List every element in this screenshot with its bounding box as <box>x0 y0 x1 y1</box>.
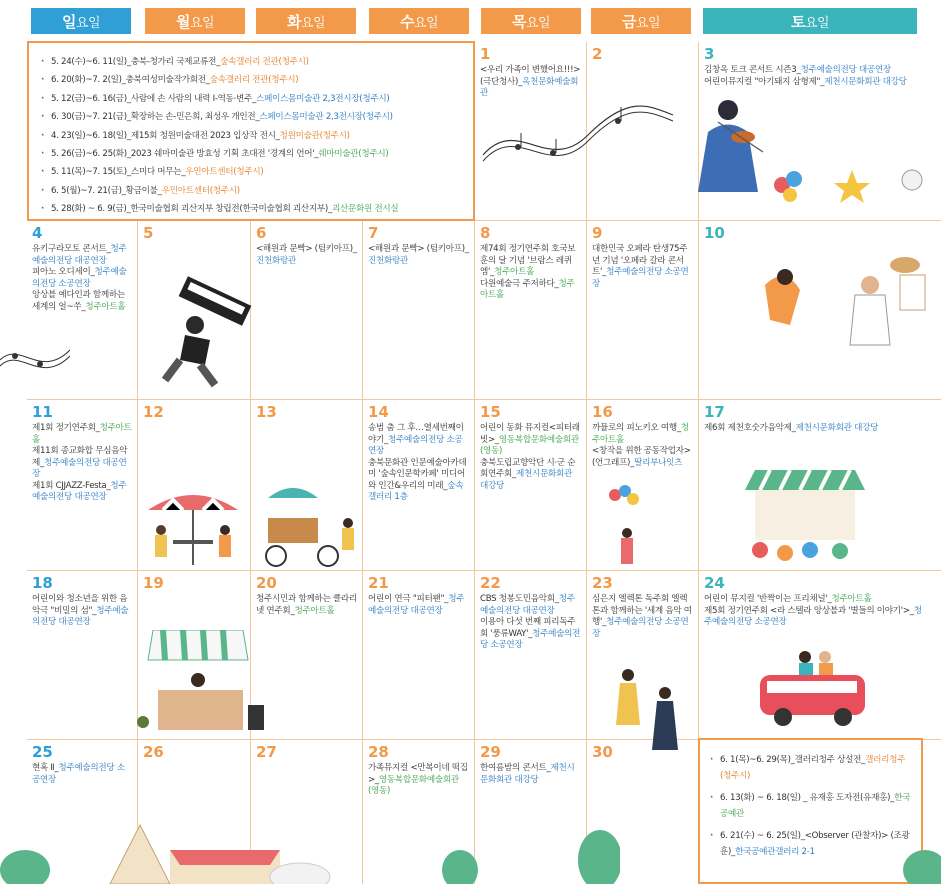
exhibition-venue: 괴산문화원 전시실 <box>331 204 399 215</box>
cafe-umbrella-illustration <box>143 480 243 570</box>
event-title: 어린이와 청소년을 위한 음악극 "비밀의 섬"_ <box>32 594 128 616</box>
exhibition-item <box>39 182 465 200</box>
event-title: 피아노 오디세이_ <box>32 267 95 277</box>
day-number: 11 <box>32 403 53 421</box>
event-title: 한여름밤의 콘서트_ <box>480 763 551 773</box>
event-entry <box>256 594 357 617</box>
day-cell <box>363 571 474 739</box>
event-venue: 청주아트홀 <box>32 423 132 445</box>
exhibition-venue: 쉐마미술관(청주시) <box>318 149 389 160</box>
day-cell <box>251 221 362 399</box>
event-title: <창작을 위한 공동작업자>(언그래프)_ <box>592 446 691 468</box>
exhibitions-box-bottom <box>698 738 923 884</box>
event-title: 제6회 제천호숫가음악제_ <box>704 423 796 433</box>
event-venue: 청주예술의전당 대공연장 <box>368 594 465 616</box>
event-venue: 제천시문화회관 대강당 <box>824 76 907 87</box>
tents-trees-illustration <box>895 840 941 884</box>
day-number: 23 <box>592 574 613 592</box>
event-venue: 청주예술의전당 소공연장 <box>592 617 689 639</box>
header-day-big: 일 <box>61 12 76 31</box>
day-number: 3 <box>704 45 715 63</box>
day-number: 9 <box>592 224 603 242</box>
market-stall-illustration <box>133 630 268 735</box>
event-title: <해원과 문빡> (팀키아프)_ <box>368 244 469 254</box>
day-number: 16 <box>592 403 613 421</box>
header-day-big: 금 <box>621 12 636 31</box>
event-title: 청주시민과 함께하는 클라리넷 연주회_ <box>256 594 357 616</box>
event-entry <box>704 65 924 77</box>
day-number: 12 <box>143 403 164 421</box>
event-entry <box>592 594 693 640</box>
event-title: 유키구라모토 콘서트_ <box>32 244 111 254</box>
day-number: 30 <box>592 743 613 761</box>
day-number: 6 <box>256 224 267 242</box>
event-title: 김창옥 토크 콘서트 시즌3_ <box>704 65 801 75</box>
event-venue: 진천화랑관 <box>256 255 297 266</box>
event-title: 충북도립교향악단 시·군 순회연주회_ <box>480 457 576 479</box>
van-illustration <box>755 645 870 730</box>
exhibition-venue: 한국공예관 <box>720 793 911 819</box>
header-saturday <box>703 8 917 34</box>
day-number: 10 <box>704 224 725 242</box>
exhibitions-box-top <box>27 41 475 221</box>
event-title: 제74회 정기연주회 호국보훈의 달 기념 '브람스 레퀴엠'_ <box>480 244 576 277</box>
event-entry <box>592 423 693 446</box>
exhibition-venue: 스페이스몸미술관 2,3전시장(청주시) <box>259 112 393 123</box>
event-venue: 청주예술의전당 대공연장 <box>32 457 127 479</box>
event-title: 제11회 종교화합 무심음악제_ <box>32 446 128 468</box>
event-title: 어린이 연극 "피터팬"_ <box>368 594 449 604</box>
header-day-suffix: 요일 <box>300 15 326 31</box>
event-title: 제1회 정기연주회_ <box>32 423 100 433</box>
exhibitions-list <box>39 53 465 219</box>
event-title: 까뮬로의 피노키오 여행_ <box>592 423 681 433</box>
event-title: CBS 청봉도민음악회_ <box>480 594 559 604</box>
event-entry <box>32 267 132 290</box>
event-entry <box>368 458 469 504</box>
exhibition-text: 5. 26(금)~6. 25(화)_2023 쉐마미술관 방효성 기획 초대전 '경계의 언어'_ <box>51 149 319 160</box>
event-venue: 제천시문화회관 대강당 <box>480 763 575 785</box>
event-entry <box>368 244 469 267</box>
day-number: 13 <box>256 403 277 421</box>
exhibition-text: 6. 21(수) ~ 6. 25(일)_<Observer (관찰자)> (조광훈)_ <box>720 831 910 857</box>
exhibition-text: 4. 23(일)~6. 18(일)_제15회 청원미술대전 2023 입상작 전시_ <box>51 130 280 141</box>
event-entry <box>480 594 581 617</box>
exhibition-venue: 숲속갤러리 전관(청주시) <box>220 57 309 67</box>
event-title: 심은지 엘렉톤 독주회 엘렉톤과 함께하는 '세계 음악 여행'_ <box>592 594 692 627</box>
event-title: 제5회 정기연주회 <라 스텔라 앙상블과 '별들의 이야기'>_ <box>704 605 914 616</box>
event-entry <box>32 423 132 446</box>
day-cell <box>587 221 698 399</box>
exhibition-item <box>39 108 465 126</box>
event-entry <box>704 423 924 435</box>
day-number: 14 <box>368 403 389 421</box>
exhibition-text: 5. 28(화) ~ 6. 9(금)_한국미술협회 괴산지부 창립전(한국미술협회 괴산지부)_ <box>51 204 332 215</box>
event-title: 다원예술극 주저하다_ <box>480 278 559 289</box>
event-entry <box>32 244 132 267</box>
day-cell <box>27 571 137 739</box>
header-day-big: 수 <box>399 12 414 31</box>
exhibition-venue: 우민아트센터(청주시) <box>185 167 264 178</box>
event-title: 현혹 Ⅱ_ <box>32 763 59 773</box>
event-title: <해원과 문빡> (팀키아프)_ <box>256 244 357 254</box>
header-day-big: 월 <box>175 12 190 31</box>
header-tuesday <box>256 8 356 34</box>
event-title: 제1회 CJJAZZ-Festa_ <box>32 480 111 491</box>
exhibition-venue: 숲속갤러리 전관(청주시) <box>209 75 299 86</box>
exhibition-item <box>708 752 915 784</box>
event-venue: 옥천문화예술회관 <box>480 76 579 98</box>
event-venue: 청주아트홀 <box>294 605 335 616</box>
event-venue: 딸리부나잇츠 <box>634 457 683 468</box>
event-entry <box>480 617 581 652</box>
day-number: 15 <box>480 403 501 421</box>
event-entry <box>32 481 132 504</box>
exhibition-text: 6. 5(월)~7. 21(금)_황금이불_ <box>51 185 162 196</box>
day-cell <box>363 400 474 570</box>
event-venue: 진천화랑관 <box>368 255 409 266</box>
flower-stall-illustration <box>740 465 870 570</box>
event-venue: 청주예술의전당 대공연장 <box>32 605 129 627</box>
event-entry <box>32 446 132 481</box>
event-venue: 청주예술의전당 소공연장 <box>32 267 127 289</box>
event-title: 송범 춤 그 후…열세번째이야기_ <box>368 423 464 445</box>
day-number: 24 <box>704 574 725 592</box>
day-cell <box>475 571 586 739</box>
event-entry <box>704 594 924 606</box>
exhibition-venue: 우민아트센터(청주시) <box>161 185 240 196</box>
exhibition-text: 6. 1(목)~6. 29(목)_갤러리청주 상설전_ <box>720 755 866 765</box>
event-entry <box>480 244 581 279</box>
event-entry <box>592 244 693 290</box>
event-entry <box>368 423 469 458</box>
exhibition-text: 5. 11(목)~7. 15(토)_스미다 머무는_ <box>51 167 186 178</box>
day-number: 25 <box>32 743 53 761</box>
day-number: 5 <box>143 224 154 242</box>
exhibition-text: 6. 13(화) ~ 6. 18(일) _ 유재홍 도자전(유재홍)_ <box>720 793 895 803</box>
event-venue: 청주예술의전당 대공연장 <box>32 480 127 502</box>
day-number: 8 <box>480 224 491 242</box>
pianist-illustration <box>150 270 260 390</box>
exhibition-text: 6. 20(화)~7. 2(일)_충북여성미술작가회전_ <box>51 75 210 86</box>
header-day-suffix: 요일 <box>804 15 830 31</box>
event-title: 어린이뮤지컬 "아기돼지 삼형제"_ <box>704 76 825 87</box>
event-venue: 영동복합문화예술회관(영동) <box>480 434 579 456</box>
event-entry <box>480 458 581 493</box>
exhibition-text: 6. 30(금)~7. 21(금)_확장하는 손-민은희, 최성우 개인전_ <box>51 112 260 123</box>
exhibition-item <box>39 90 465 108</box>
header-day-suffix: 요일 <box>413 15 439 31</box>
header-sunday <box>31 8 131 34</box>
exhibition-item <box>39 163 465 181</box>
event-venue: 청주예술의전당 소공연장 <box>704 605 922 627</box>
exhibition-item <box>708 828 915 860</box>
tents-trees-illustration <box>0 815 620 884</box>
event-entry <box>32 594 132 629</box>
event-entry <box>256 244 357 267</box>
event-venue: 영동복합문화예술회관(영동) <box>368 774 459 796</box>
exhibition-venue: 한국공예관갤러리 2-1 <box>735 847 815 857</box>
day-number: 29 <box>480 743 501 761</box>
event-title: 어린이 뮤지컬 '반짝이는 프리채널'_ <box>704 594 832 604</box>
event-entry <box>704 77 924 89</box>
event-venue: 청주아트홀 <box>494 267 535 277</box>
bicycle-cart-illustration <box>258 478 363 570</box>
event-entry <box>592 446 693 469</box>
exhibition-text: 5. 12(금)~6. 16(금)_사람에 손 사람의 내력 Ⅰ-역동·변주_ <box>51 93 257 104</box>
day-number: 19 <box>143 574 164 592</box>
day-number: 22 <box>480 574 501 592</box>
day-number: 26 <box>143 743 164 761</box>
event-venue: 청주아트홀 <box>592 423 689 445</box>
exhibition-venue: 청원미술관(청주시) <box>279 130 350 141</box>
day-cell <box>475 400 586 570</box>
day-cell <box>475 221 586 399</box>
event-venue: 제천시문화회관 대강당 <box>480 469 573 491</box>
header-day-suffix: 요일 <box>75 15 101 31</box>
event-venue: 숲속갤러리 1층 <box>368 480 464 502</box>
event-venue: 청주예술의전당 소공연장 <box>368 434 463 456</box>
event-title: 앙상블 예다인과 함께하는 세계의 얼~쑤_ <box>32 290 125 312</box>
day-number: 20 <box>256 574 277 592</box>
event-venue: 청주예술의전당 소공연장 <box>32 763 125 785</box>
header-day-suffix: 요일 <box>525 15 551 31</box>
exhibition-item <box>39 71 465 89</box>
music-notes-icon <box>0 330 70 390</box>
event-entry <box>32 763 132 786</box>
header-day-suffix: 요일 <box>189 15 215 31</box>
day-number: 7 <box>368 224 379 242</box>
event-title: 대한민국 오페라 탄생75주년 기념 '오페라 갈라 콘서트'_ <box>592 244 688 277</box>
day-number: 17 <box>704 403 725 421</box>
event-title: 가족뮤지컬 <만복이네 떡집>_ <box>368 763 468 785</box>
header-day-suffix: 요일 <box>635 15 661 31</box>
event-entry <box>480 423 581 458</box>
event-venue: 청주예술의전당 소공연장 <box>480 628 581 650</box>
header-day-big: 토 <box>790 12 805 31</box>
day-number: 4 <box>32 224 43 242</box>
exhibition-venue: 스페이스몸미술관 2,3전시장(청주시) <box>256 93 390 104</box>
event-entry <box>368 763 469 798</box>
exhibition-item <box>39 127 465 145</box>
event-venue: 청주예술의전당 대공연장 <box>480 594 575 616</box>
header-thursday <box>481 8 581 34</box>
exhibition-text: 5. 24(수)~6. 11(일)_충북-청가리 국제교류전_ <box>51 57 221 67</box>
event-venue: 청주아트홀 <box>831 594 872 604</box>
event-venue: 청주아트홀 <box>85 301 126 312</box>
event-entry <box>480 763 581 786</box>
painter-illustration <box>745 255 930 355</box>
event-entry <box>32 290 132 313</box>
event-venue: 청주예술의전당 대공연장 <box>800 65 891 75</box>
day-number: 1 <box>480 45 491 63</box>
violinist-illustration <box>688 92 768 202</box>
exhibition-item <box>708 790 915 822</box>
exhibitions-list <box>708 752 915 860</box>
day-number: 21 <box>368 574 389 592</box>
event-title: 충북문화관 인문예술아카데미 '숲속인문학카페' 미디어와 인간&우리의 미래_ <box>368 457 467 491</box>
event-entry <box>704 606 924 629</box>
event-title: 어린이 동화 뮤지컬<피터래빗>_ <box>480 423 580 445</box>
balloons-icon <box>762 165 932 225</box>
day-cell <box>363 221 474 399</box>
exhibition-item <box>39 200 465 218</box>
event-title: 이용아 다섯 번째 피리독주회 '풍류WAY'_ <box>480 617 576 639</box>
day-number: 28 <box>368 743 389 761</box>
photographer-women-illustration <box>610 665 690 760</box>
header-monday <box>145 8 245 34</box>
event-title: <우리 가족이 변했어요!!!>(극단청사)_ <box>480 65 581 87</box>
day-number: 2 <box>592 45 603 63</box>
event-venue: 청주예술의전당 소공연장 <box>592 267 689 289</box>
day-cell <box>27 400 137 570</box>
day-number: 18 <box>32 574 53 592</box>
exhibition-item <box>39 53 465 71</box>
header-day-big: 화 <box>286 12 301 31</box>
day-number: 27 <box>256 743 277 761</box>
event-entry <box>368 594 469 617</box>
header-friday <box>591 8 691 34</box>
event-venue: 청주아트홀 <box>480 278 575 300</box>
music-notes-icon <box>478 95 678 175</box>
exhibition-venue: 갤러리청주(청주시) <box>720 755 906 781</box>
header-day-big: 목 <box>511 12 526 31</box>
exhibition-item <box>39 145 465 163</box>
header-wednesday <box>369 8 469 34</box>
event-venue: 제천시문화회관 대강당 <box>795 423 879 433</box>
event-venue: 청주예술의전당 대공연장 <box>32 244 127 266</box>
balloon-girl-illustration <box>605 485 645 570</box>
event-entry <box>480 279 581 302</box>
